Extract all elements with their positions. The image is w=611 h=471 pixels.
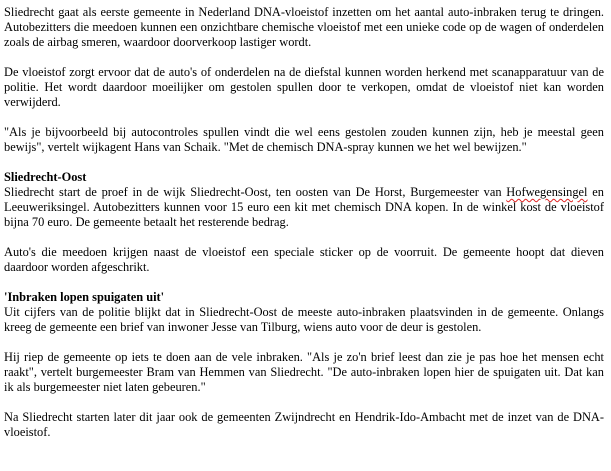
section-sliedrecht-oost	[4, 170, 604, 230]
paragraph-sticker	[4, 245, 604, 275]
paragraph-text: Na Sliedrecht starten later dit jaar ook de gemeenten Zwijndrecht en Hendrik-Ido-Ambacht met de inzet van de DNA-vloeistof.	[4, 410, 604, 439]
paragraph-closing	[4, 410, 604, 440]
paragraph-text: Sliedrecht gaat als eerste gemeente in Nederland DNA-vloeistof inzetten om het aantal auto-inbraken terug te dringen. Autobezitters die meedoen kunnen een onzichtbare chemische vloeistof met een unieke code op de wagen of onderdelen zoals de airbag smeren, waardoor doorverkoop lastiger wordt.	[4, 5, 604, 49]
paragraph-text: Uit cijfers van de politie blijkt dat in Sliedrecht-Oost de meeste auto-inbraken plaatsvinden in de gemeente. Onlangs kreeg de gemeente een brief van inwoner Jesse van Tilburg, wiens auto voor de deur is gestolen.	[4, 305, 604, 334]
paragraph-text: "Als je bijvoorbeeld bij autocontroles spullen vindt die wel eens gestolen zouden kunnen zijn, heb je meestal geen bewijs", vertelt wijkagent Hans van Schaik. "Met de chemisch DNA-spray kunnen we het wel bewijzen."	[4, 125, 604, 154]
paragraph-quote-wijkagent	[4, 125, 604, 155]
paragraph-text: Auto's die meedoen krijgen naast de vloeistof een speciale sticker op de voorruit. De gemeente hoopt dat dieven daardoor worden afgeschrikt.	[4, 245, 604, 274]
section-heading: Sliedrecht-Oost	[4, 170, 87, 184]
paragraph-text: Sliedrecht start de proef in de wijk Sliedrecht-Oost, ten oosten van De Horst, Burgemeester van	[4, 185, 507, 199]
misspelled-word[interactable]: Hofwegensingel	[506, 185, 588, 199]
paragraph-text: Hij riep de gemeente op iets te doen aan de vele inbraken. "Als je zo'n brief leest dan zie je pas hoe het mensen echt raakt", vertelt burgemeester Bram van Hemmen van Sliedrecht. "De auto-inbraken lopen hier de spuigaten uit. Dat kan ik als burgemeester niet laten gebeuren."	[4, 350, 604, 394]
section-inbraken	[4, 290, 604, 335]
document-body	[4, 5, 604, 455]
paragraph-text: en Leeuweriksingel. Autobezitters kunnen voor 15 euro een kit met chemisch DNA kopen. In de winkel kost de vloeistof bijna 70 euro. De gemeente betaalt het resterende bedrag.	[4, 185, 604, 229]
section-heading: 'Inbraken lopen spuigaten uit'	[4, 290, 165, 304]
paragraph-burgemeester	[4, 350, 604, 395]
paragraph-vloeistof	[4, 65, 604, 110]
paragraph-intro	[4, 5, 604, 50]
paragraph-text: De vloeistof zorgt ervoor dat de auto's of onderdelen na de diefstal kunnen worden herkend met scanapparatuur van de politie. Het wordt daardoor moeilijker om gestolen spullen door te verkopen, omdat de vloeistof niet kan worden verwijderd.	[4, 65, 604, 109]
